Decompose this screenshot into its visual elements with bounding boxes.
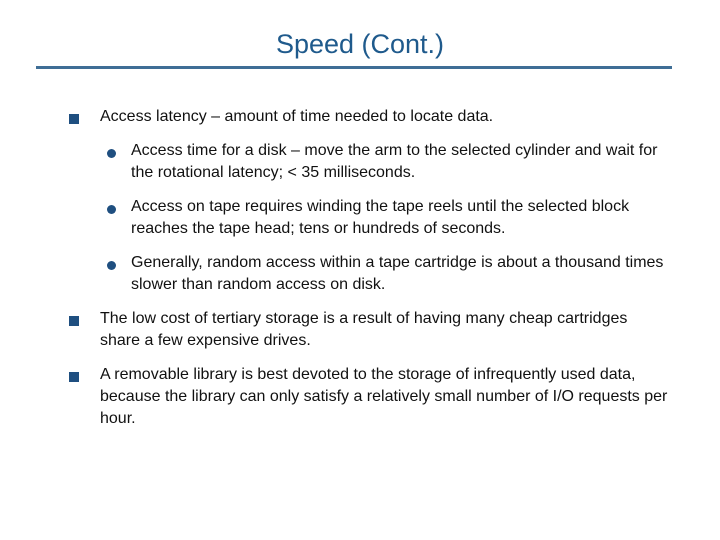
bullet-text: Access latency – amount of time needed to locate data. <box>100 108 494 125</box>
sub-bullet-random-access <box>0 252 666 296</box>
sub-bullet-text: Access time for a disk – move the arm to the selected cylinder and wait for the rotational latency; < 35 milliseconds. <box>131 142 658 181</box>
slide-content <box>0 106 720 430</box>
sub-bullet-disk-access-time <box>0 140 666 184</box>
bullet-removable-library <box>0 364 670 430</box>
slide-title: Speed (Cont.) <box>275 29 445 59</box>
square-bullet-icon <box>69 114 79 124</box>
sub-bullet-text: Access on tape requires winding the tape reels until the selected block reaches the tape head; tens or hundreds of seconds. <box>131 198 630 237</box>
round-bullet-icon <box>107 261 116 270</box>
bullet-access-latency <box>0 106 670 128</box>
sub-bullet-text: Generally, random access within a tape cartridge is about a thousand times slower than random access on disk. <box>131 254 664 293</box>
square-bullet-icon <box>69 316 79 326</box>
bullet-low-cost-storage <box>0 308 670 352</box>
round-bullet-icon <box>107 149 116 158</box>
bullet-text: A removable library is best devoted to the storage of infrequently used data, because the library can only satisfy a relatively small number of I/O requests per hour. <box>100 366 668 427</box>
round-bullet-icon <box>107 205 116 214</box>
bullet-text: The low cost of tertiary storage is a result of having many cheap cartridges share a few expensive drives. <box>100 310 628 349</box>
sub-bullet-tape-access <box>0 196 666 240</box>
square-bullet-icon <box>69 372 79 382</box>
title-divider <box>36 66 672 69</box>
